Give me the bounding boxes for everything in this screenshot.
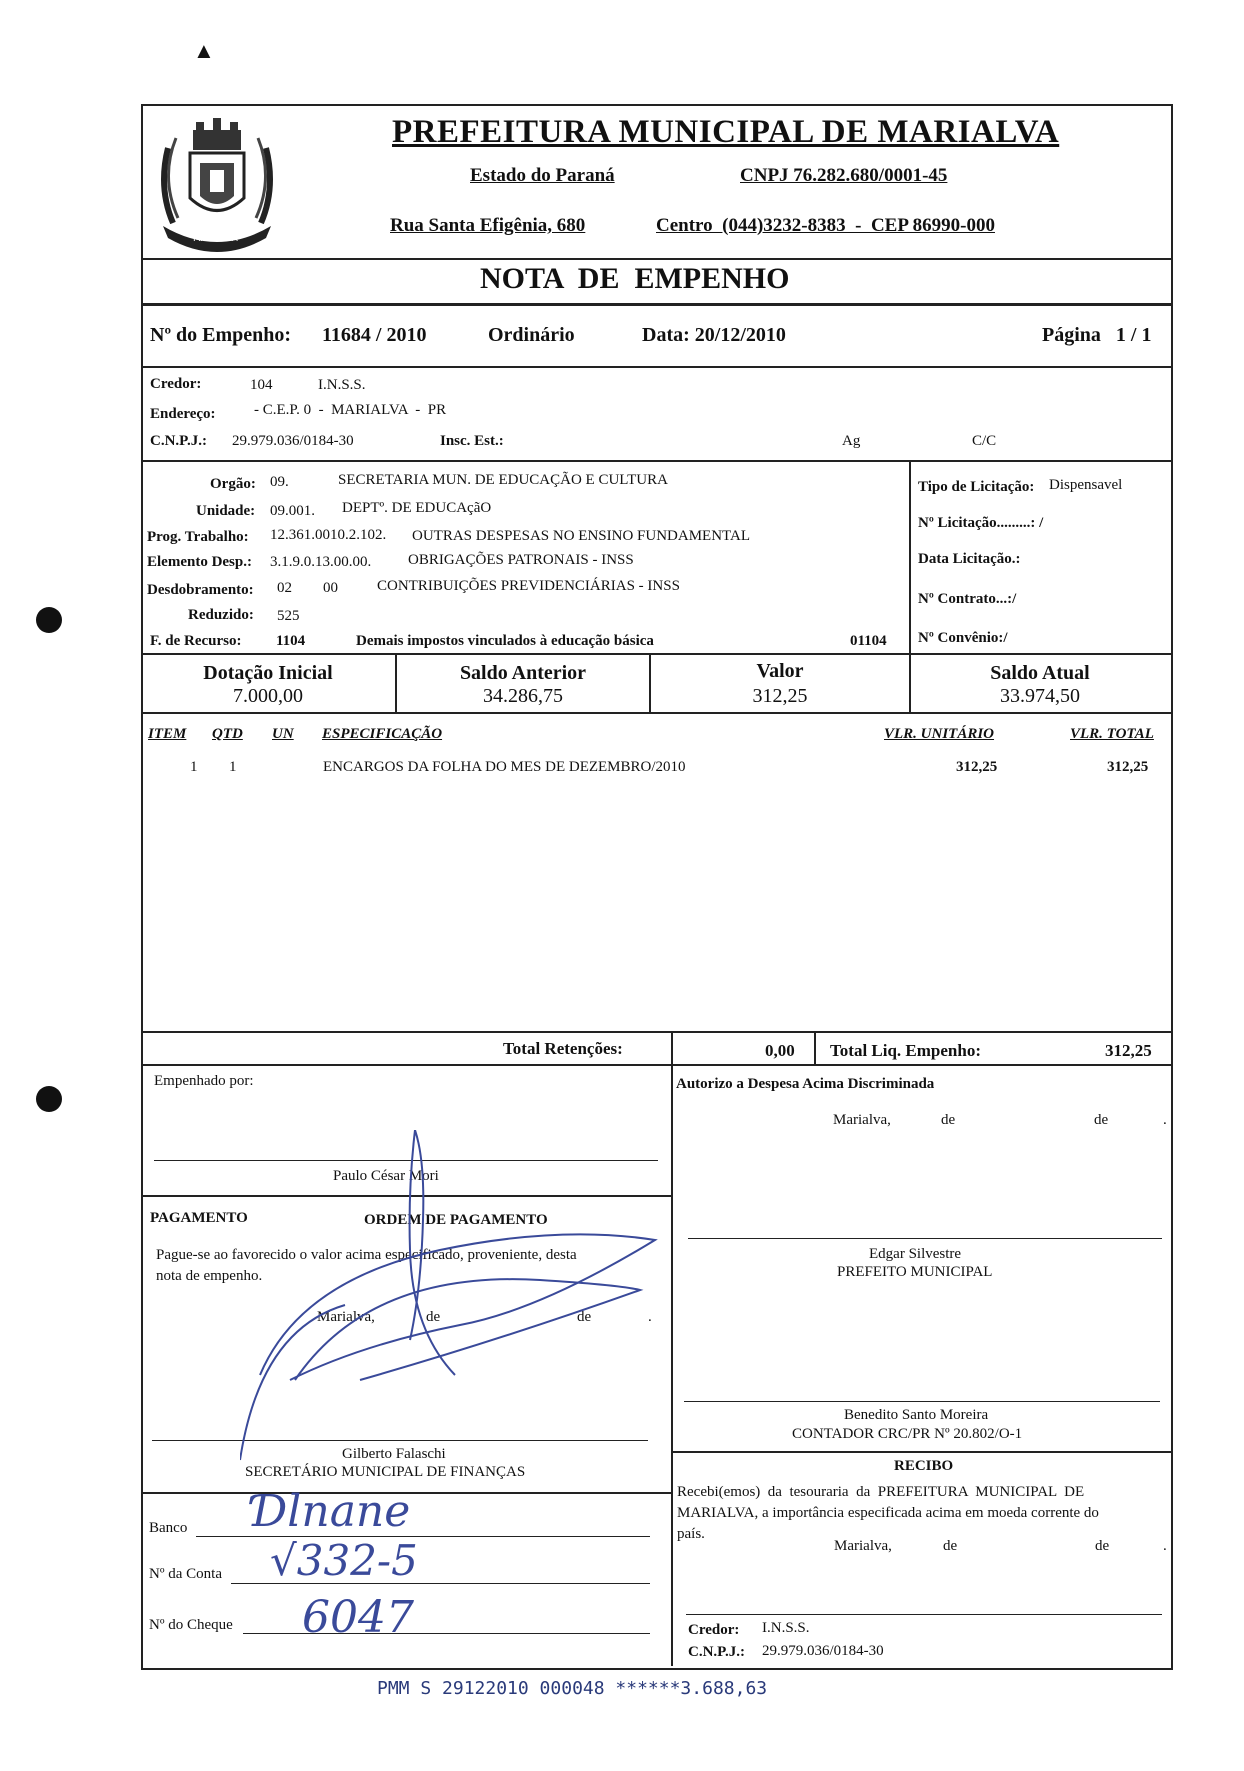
credor-label: Credor: xyxy=(150,376,202,392)
table-row xyxy=(141,759,1169,781)
endereco-label: Endereço: xyxy=(150,406,216,422)
rec-de-2: de xyxy=(1095,1538,1110,1554)
aut-de-2: de xyxy=(1094,1112,1109,1128)
tipo-licitacao-value: Dispensavel xyxy=(1049,477,1123,493)
pague-text-1: Pague-se ao favorecido o valor acima especificado, proveniente, desta xyxy=(156,1247,577,1263)
col-especificacao: ESPECIFICAÇÃO xyxy=(322,726,443,742)
credor-name: I.N.S.S. xyxy=(318,377,366,393)
signer-gilberto-role: SECRETÁRIO MUNICIPAL DE FINANÇAS xyxy=(245,1464,526,1480)
fonte-label: F. de Recurso: xyxy=(150,633,242,649)
row-item: 1 xyxy=(190,759,198,775)
state-name: Estado do Paraná xyxy=(470,165,615,186)
tipo-licitacao-label: Tipo de Licitação: xyxy=(918,479,1035,495)
ag-label: Ag xyxy=(842,433,861,449)
pag-de-1: de xyxy=(426,1309,441,1325)
empenhado-por-label: Empenhado por: xyxy=(154,1073,254,1089)
aut-marialva: Marialva, xyxy=(833,1112,891,1128)
desdobramento-a: 02 xyxy=(277,580,292,596)
pag-marialva: Marialva, xyxy=(317,1309,375,1325)
row-qtd: 1 xyxy=(229,759,237,775)
orgao-code: 09. xyxy=(270,474,289,490)
elemento-label: Elemento Desp.: xyxy=(147,554,252,570)
signer-gilberto: Gilberto Falaschi xyxy=(342,1446,446,1462)
rec-dot: . xyxy=(1163,1538,1167,1554)
empenho-date: Data: 20/12/2010 xyxy=(642,324,786,346)
dotacao-inicial-value: 7.000,00 xyxy=(233,685,303,707)
cnpj-value: 29.979.036/0184-30 xyxy=(232,433,354,449)
ordem-pagamento-label: ORDEM DE PAGAMENTO xyxy=(364,1212,548,1228)
elemento-name: OBRIGAÇÕES PATRONAIS - INSS xyxy=(408,552,634,568)
banco-label: Banco xyxy=(149,1520,188,1536)
num-convenio: Nº Convênio:/ xyxy=(918,630,1008,646)
unidade-label: Unidade: xyxy=(196,503,256,519)
row-especificacao: ENCARGOS DA FOLHA DO MES DE DEZEMBRO/2010 xyxy=(323,759,686,775)
district-phone-cep: Centro (044)3232-8383 - CEP 86990-000 xyxy=(656,215,995,236)
signer-paulo: Paulo César Mori xyxy=(333,1168,439,1184)
signer-contador-role: CONTADOR CRC/PR Nº 20.802/O-1 xyxy=(792,1426,1023,1442)
dotacao-inicial-label: Dotação Inicial xyxy=(203,662,333,684)
reduzido-value: 525 xyxy=(277,608,300,624)
aut-dot: . xyxy=(1163,1112,1167,1128)
saldo-anterior-label: Saldo Anterior xyxy=(459,662,587,684)
recibo-text-3: país. xyxy=(677,1526,705,1542)
row-vlr-unitario: 312,25 xyxy=(956,759,998,775)
valor-value: 312,25 xyxy=(752,685,808,707)
saldo-anterior-value: 34.286,75 xyxy=(483,685,563,707)
col-qtd: QTD xyxy=(212,726,243,742)
page-number: Página 1 / 1 xyxy=(1042,324,1152,346)
punch-hole-top xyxy=(36,607,62,633)
rec-marialva: Marialva, xyxy=(834,1538,892,1554)
cc-label: C/C xyxy=(972,433,997,449)
municipal-cnpj: CNPJ 76.282.680/0001-45 xyxy=(740,165,948,186)
unidade-code: 09.001. xyxy=(270,503,315,519)
handwritten-banco: Ɗlnane xyxy=(252,1486,411,1537)
reduzido-label: Reduzido: xyxy=(188,607,254,623)
pagamento-label: PAGAMENTO xyxy=(150,1210,248,1226)
col-un: UN xyxy=(272,726,294,742)
pague-text-2: nota de empenho. xyxy=(156,1268,263,1284)
signer-prefeito: Edgar Silvestre xyxy=(869,1246,962,1262)
elemento-code: 3.1.9.0.13.00.00. xyxy=(270,554,372,570)
recibo-text-2: MARIALVA, a importância especificada acima em moeda corrente do xyxy=(677,1505,1099,1521)
signer-contador: Benedito Santo Moreira xyxy=(844,1407,989,1423)
total-retencoes-value: 0,00 xyxy=(765,1041,795,1060)
prog-code: 12.361.0010.2.102. xyxy=(270,527,387,543)
rec-de-1: de xyxy=(943,1538,958,1554)
credor-code: 104 xyxy=(250,377,273,393)
cheque-label: Nº do Cheque xyxy=(149,1617,233,1633)
pag-de-2: de xyxy=(577,1309,592,1325)
conta-label: Nº da Conta xyxy=(149,1566,222,1582)
pag-dot: . xyxy=(648,1309,652,1325)
fonte-name: Demais impostos vinculados à educação básica xyxy=(356,633,654,649)
empenho-number: 11684 / 2010 xyxy=(322,324,427,346)
saldo-atual-label: Saldo Atual xyxy=(990,662,1090,684)
prog-label: Prog. Trabalho: xyxy=(147,529,249,545)
num-licitacao: Nº Licitação.........: / xyxy=(918,515,1044,531)
recibo-credor-label: Credor: xyxy=(688,1622,740,1638)
data-licitacao: Data Licitação.: xyxy=(918,551,1021,567)
desdobramento-name: CONTRIBUIÇÕES PREVIDENCIÁRIAS - INSS xyxy=(377,578,680,594)
unidade-name: DEPTº. DE EDUCAçãO xyxy=(342,500,492,516)
prog-name: OUTRAS DESPESAS NO ENSINO FUNDAMENTAL xyxy=(412,528,750,544)
page-title: PREFEITURA MUNICIPAL DE MARIALVA xyxy=(392,114,1060,150)
recibo-title: RECIBO xyxy=(894,1458,954,1474)
empenho-number-label: Nº do Empenho: xyxy=(150,324,292,346)
insc-est-label: Insc. Est.: xyxy=(440,433,504,449)
fonte-ref: 01104 xyxy=(850,633,887,649)
recibo-cnpj-label: C.N.P.J.: xyxy=(688,1644,745,1660)
num-contrato: Nº Contrato...:/ xyxy=(918,591,1017,607)
fonte-code: 1104 xyxy=(276,633,306,649)
signature-scribble xyxy=(240,1130,660,1470)
empenho-type: Ordinário xyxy=(488,324,575,346)
row-vlr-total: 312,25 xyxy=(1107,759,1149,775)
autorizo-label: Autorizo a Despesa Acima Discriminada xyxy=(676,1076,935,1092)
total-retencoes-label: Total Retenções: xyxy=(503,1039,623,1058)
recibo-credor-value: I.N.S.S. xyxy=(762,1620,810,1636)
coat-of-arms-logo xyxy=(148,108,286,258)
signer-prefeito-role: PREFEITO MUNICIPAL xyxy=(837,1264,993,1280)
recibo-text-1: Recebi(emos) da tesouraria da PREFEITURA MUNICIPAL DE xyxy=(677,1484,1085,1500)
orgao-name: SECRETARIA MUN. DE EDUCAÇÃO E CULTURA xyxy=(338,472,668,488)
saldo-atual-value: 33.974,50 xyxy=(1000,685,1080,707)
desdobramento-label: Desdobramento: xyxy=(147,582,254,598)
svg-text:MARIALVA: MARIALVA xyxy=(193,234,238,244)
document-title: NOTA DE EMPENHO xyxy=(480,262,790,295)
col-item: ITEM xyxy=(148,726,187,742)
handwritten-conta: √332-5 xyxy=(270,1536,418,1585)
col-vlr-unitario: VLR. UNITÁRIO xyxy=(884,726,995,742)
scan-mark: ▲ xyxy=(193,38,215,63)
total-liq-value: 312,25 xyxy=(1105,1041,1152,1060)
handwritten-cheque: 6047 xyxy=(302,1592,414,1643)
punch-hole-bottom xyxy=(36,1086,62,1112)
municipal-address: Rua Santa Efigênia, 680 xyxy=(390,215,586,236)
orgao-label: Orgão: xyxy=(210,476,256,492)
col-vlr-total: VLR. TOTAL xyxy=(1070,726,1154,742)
cnpj-label: C.N.P.J.: xyxy=(150,433,207,449)
print-stamp: PMM S 29122010 000048 ******3.688,63 xyxy=(377,1678,768,1699)
aut-de-1: de xyxy=(941,1112,956,1128)
total-liq-label: Total Liq. Empenho: xyxy=(830,1041,981,1060)
recibo-cnpj-value: 29.979.036/0184-30 xyxy=(762,1643,884,1659)
valor-label: Valor xyxy=(756,660,804,682)
endereco-value: - C.E.P. 0 - MARIALVA - PR xyxy=(254,402,447,418)
desdobramento-b: 00 xyxy=(323,580,338,596)
